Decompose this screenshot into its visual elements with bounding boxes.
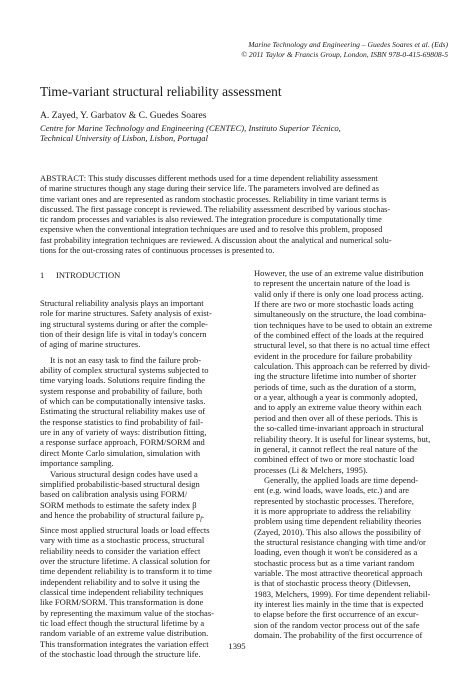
affiliation [40, 123, 460, 144]
abstract-line: tions for the out-crossing rates of continuous processes is presented to. [40, 246, 275, 256]
abstract-line [40, 174, 440, 184]
abstract-text: This study discusses different methods used for a time dependent reliability assessment [88, 174, 378, 183]
text-line: the structural resistance changing with time and/or [254, 536, 426, 547]
text-line: the so-called time-invariant approach in structural [254, 423, 424, 434]
text-line: valid only if there is only one load process acting. [254, 288, 424, 299]
text-line: combined effect of two or more stochastic load [254, 454, 415, 465]
text-line: Generally, the applied loads are time depend- [264, 474, 419, 485]
text-line: like FORM/SORM. This transformation is done [40, 597, 204, 608]
page-number: 1395 [228, 641, 246, 651]
text-line: of the combined effect of the loads at the required [254, 330, 424, 341]
text-line: system response and probability of failure, both [40, 385, 203, 396]
header-copyright: © 2011 Taylor & Francis Group, London, ISBN 978-0-415-69808-5 [241, 50, 448, 59]
affiliation-line: Centre for Marine Technology and Engineering (CENTEC), Instituto Superior Técnico, [40, 123, 341, 133]
header-proceedings: Marine Technology and Engineering – Guedes Soares et al. (Eds) [248, 40, 448, 49]
abstract [40, 174, 440, 256]
text-line: 1983, Melchers, 1999). For time dependent reliabil- [254, 588, 431, 599]
text-line: structural level, so that there is no actual time effect [254, 340, 430, 351]
text-line: Since most applied structural loads or load effects [40, 524, 210, 535]
text-line: simplified probabilistic-based structural design [40, 478, 200, 489]
text-line: in general, it cannot reflect the real nature of the [254, 443, 418, 454]
text-line: ity interest lies mainly in the time that is expected [254, 599, 424, 609]
text-line: periods of time, such as the duration of a storm, [254, 381, 417, 392]
paragraph [40, 355, 236, 469]
text-line: If there are two or more stochastic loads acting [254, 299, 414, 310]
text-line: to elapse before the first occurrence of an excur- [254, 609, 419, 620]
text-line: direct Monte Carlo simulation, simulation with [40, 447, 201, 458]
text-line: Estimating the structural reliability makes use of [40, 406, 206, 417]
text-line: and to apply an extreme value theory within each [254, 402, 422, 413]
text-line: importance sampling. [40, 458, 114, 469]
section-heading [40, 270, 236, 280]
text-line: role for marine structures. Safety analysis of exist- [40, 308, 212, 319]
running-header [30, 40, 448, 60]
left-column [40, 298, 236, 659]
text-line: represented by stochastic processes. Therefore, [254, 495, 414, 506]
abstract-line: tic random processes and variables is also reviewed. The integration procedure is computationally time [40, 215, 382, 225]
text-line: This transformation integrates the variation effect [40, 638, 209, 649]
text-line: the response statistics to find probability of fail- [40, 416, 204, 427]
section-title: INTRODUCTION [56, 270, 121, 280]
text-line: processes (Li & Melchers, 1995). [254, 464, 368, 475]
text-line: of aging of marine structures. [40, 339, 141, 350]
text-line: calculation. This approach can be referred by divid- [254, 361, 430, 372]
text-line: tion techniques have to be used to obtain an extreme [254, 319, 433, 330]
text-line: period and then over all of these periods. This is [254, 412, 418, 423]
authors: A. Zayed, Y. Garbatov & C. Guedes Soares [40, 110, 207, 121]
paper-title: Time-variant structural reliability assessment [40, 84, 282, 99]
text-line: loading, even though it won't be considered as a [254, 547, 418, 558]
text-line: is that of stochastic process theory (Ditlevsen, [254, 578, 411, 589]
text-line: It is not an easy task to find the failure prob- [50, 354, 202, 365]
text-line: time varying loads. Solutions require finding the [40, 375, 206, 386]
affiliation-line: Technical University of Lisbon, Lisbon, Portugal [40, 133, 208, 144]
text-line: variable. The most attractive theoretical approach [254, 567, 423, 578]
text-line: SORM methods to estimate the safety index β [40, 499, 197, 510]
text-line: stochastic process but as a time variant random [254, 557, 415, 568]
text-line: sion of the random vector process out of the safe [254, 619, 420, 630]
right-column [254, 268, 450, 640]
text-line: ure in any of variety of ways: distribution fitting, [40, 427, 207, 438]
text-line: a response surface approach, FORM/SORM and [40, 437, 205, 448]
text-line: ent (e.g. wind loads, wave loads, etc.) and are [254, 485, 410, 496]
text-line: over the structure lifetime. A classical solution for [40, 555, 210, 566]
text-line: Structural reliability analysis plays an important [40, 298, 204, 308]
punctuation: . [201, 509, 205, 520]
text-line: to represent the uncertain nature of the load is [254, 278, 410, 289]
text-line: reliability needs to consider the variation effect [40, 545, 201, 556]
text-line: reliability theory. It is useful for linear systems, but, [254, 433, 431, 444]
abstract-line: of marine structures though any stage during their service life. The parameters involved are defined as [40, 184, 379, 194]
abstract-line: discussed. The first passage concept is reviewed. The reliability assessment described by various stochas- [40, 204, 391, 214]
text-line: problem using time dependent reliability theories [254, 516, 422, 527]
text-line: ing the structure lifetime into number of shorter [254, 371, 417, 382]
paragraph [40, 469, 236, 660]
text-line: by representing the maximum value of the stochas- [40, 607, 214, 618]
abstract-line: fast probability integration techniques are reviewed. A discussion about the analytical and numerical solu- [40, 235, 392, 245]
text-line: (Zayed, 2010). This also allows the possibility of [254, 526, 421, 537]
text-line: However, the use of an extreme value distribution [254, 268, 424, 278]
text-line: evident in the procedure for failure probability [254, 350, 413, 361]
text-line: of the stochastic load through the structure life. [40, 649, 201, 660]
abstract-label: ABSTRACT: [40, 174, 87, 183]
text-line: ing structural systems during or after the comple- [40, 318, 208, 329]
text-line: Various structural design codes have used a [50, 468, 198, 479]
text-line: independent reliability and to solve it using the [40, 576, 200, 587]
text-line: time dependent reliability is to transform it to time [40, 566, 212, 577]
text-line: tion of their design life is vital in today's concern [40, 329, 207, 340]
subscript: f [200, 516, 202, 523]
abstract-line: expensive when the conventional integration techniques are used and to resolve this problem, proposed [40, 225, 383, 235]
text-line: it is more appropriate to address the reliability [254, 505, 411, 516]
text-line: of which can be computationally intensive tasks. [40, 396, 206, 407]
text-line: tic load effect though the structural lifetime by a [40, 618, 205, 628]
text-line: domain. The probability of the first occurrence of [254, 630, 423, 641]
paragraph [254, 268, 450, 475]
section-number: 1 [40, 270, 45, 280]
text-line: simultaneously on the structure, the load combina- [254, 309, 427, 320]
text-line: based on calibration analysis using FORM/ [40, 489, 188, 500]
text-line: ability of complex structural systems subjected to [40, 365, 209, 376]
text-line: vary with time as a stochastic process, structural [40, 535, 205, 546]
abstract-line: time variant ones and are represented as random stochastic processes. Reliability in time variant terms is [40, 194, 387, 204]
text-line: or a year, although a year is commonly adopted, [254, 392, 418, 403]
paragraph [254, 475, 450, 641]
text-line: classical time independent reliability techniques [40, 586, 204, 597]
text-line: random variable of an extreme value distribution. [40, 628, 209, 639]
paragraph [40, 298, 236, 350]
text-line: and hence the probability of structural failure $p_f$. [40, 509, 205, 523]
